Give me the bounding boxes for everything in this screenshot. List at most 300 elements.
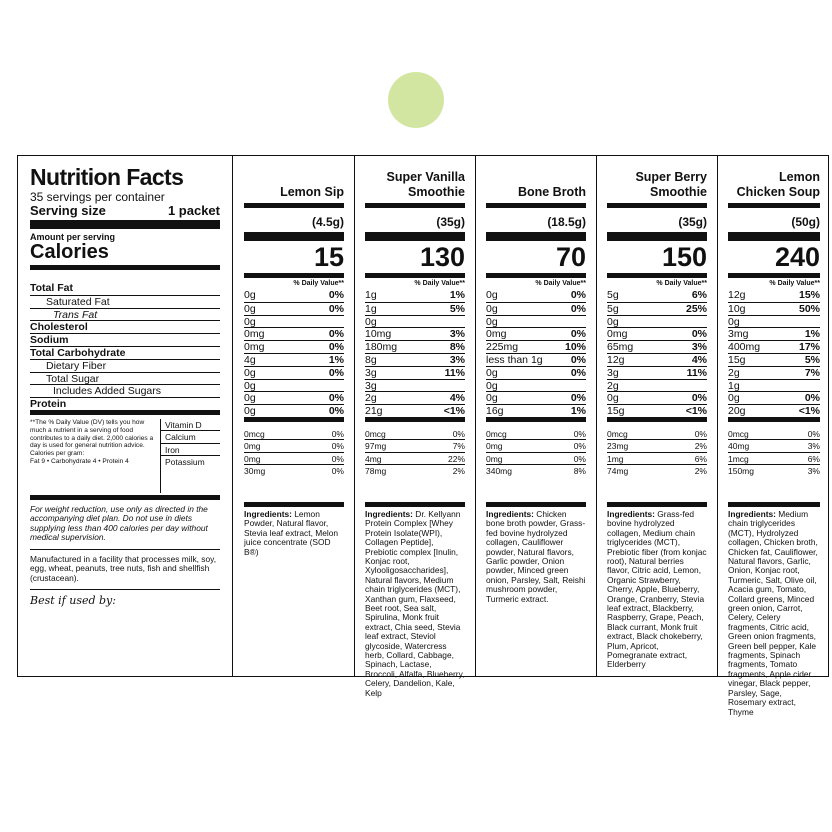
vitamin-labels — [160, 419, 220, 493]
ingredients — [607, 510, 707, 670]
nutrient-label-text: Total Sugar — [46, 372, 100, 385]
nutrient-row — [607, 404, 707, 417]
amount: 340mg — [486, 466, 512, 477]
nutrient-row — [244, 340, 344, 353]
dv-footnote — [30, 419, 160, 493]
amount: 0mg — [607, 328, 628, 341]
vitamin-block — [486, 426, 586, 500]
percent-dv: 1% — [804, 328, 820, 341]
amount: 0mg — [486, 453, 503, 464]
allergen-note: Manufactured in a facility that processes milk, soy, egg, wheat, peanuts, tree nuts, fish and shellfish (crustacean). — [30, 555, 220, 591]
amount: 12g — [607, 353, 625, 366]
amount: 1mg — [607, 453, 624, 464]
ingredients-text: Dr. Kellyann Protein Complex [Whey Protein Isolate(WPI), Collagen Peptide], Prebiotic complex [Inulin, Konjac root, Xylooligosaccharides], Natural flavors, Medium chain triglycerides (MCT), Xanthan gum, Flaxseed, Beet root, Sea salt, Spirulina, Monk fruit extract, Chia seed, Stevia leaf extract, Steviol glycoside, Watercress herb, Collard, Cabbage, Spinach, Lactase, Broccoli, Alfalfa, Blueberry, Celery, Dandelion, Kale, Kelp — [365, 508, 465, 698]
vitamin-block — [607, 426, 707, 500]
amount: 40mg — [728, 441, 750, 452]
nutrient-row — [244, 379, 344, 392]
product-name: Super Vanilla Smoothie — [386, 170, 465, 199]
amount: 0g — [244, 392, 256, 405]
nutrient-label — [30, 320, 220, 333]
vitamin-row — [365, 440, 465, 453]
percent-dv: 0% — [452, 428, 465, 439]
percent-dv: 22% — [447, 453, 465, 464]
nutrient-row — [244, 327, 344, 340]
nutrient-row — [728, 340, 820, 353]
nutrient-row — [486, 353, 586, 366]
percent-dv: 6% — [691, 289, 707, 301]
percent-dv: 1% — [570, 405, 586, 418]
percent-dv: 5% — [804, 353, 820, 366]
thick-rule — [244, 232, 344, 241]
nutrient-row — [365, 353, 465, 366]
nutrient-row — [486, 366, 586, 379]
vitamin-row — [244, 453, 344, 466]
percent-dv: 3% — [807, 466, 820, 477]
serving-size: (35g) — [436, 215, 465, 229]
thick-rule — [607, 232, 707, 241]
nutrient-row — [728, 404, 820, 417]
amount: 0g — [244, 379, 256, 392]
percent-dv: 11% — [686, 366, 707, 379]
nutrient-row — [607, 315, 707, 328]
percent-dv: 0% — [807, 428, 820, 439]
amount: 0g — [244, 289, 256, 301]
footer-rule — [607, 502, 707, 507]
serving-size-label: Serving size — [30, 203, 106, 218]
percent-dv: 0% — [328, 405, 344, 418]
nutrient-row — [728, 302, 820, 315]
vitamin-row — [728, 465, 820, 478]
vitamin-block — [365, 426, 465, 500]
amount: 0mcg — [728, 428, 749, 439]
amount: 3g — [365, 366, 377, 379]
nutrient-row — [365, 404, 465, 417]
weight-reduction-note: For weight reduction, use only as directed in the accompanying diet plan. Do not use in diets supplying less than 400 calories per day without medical supervision. — [30, 505, 220, 550]
amount: 78mg — [365, 466, 387, 477]
amount: 8g — [365, 353, 377, 366]
nutrient-row — [365, 366, 465, 379]
percent-dv: 3% — [691, 341, 707, 354]
nutrient-row — [244, 353, 344, 366]
label-column — [18, 156, 233, 676]
percent-dv: 3% — [449, 353, 465, 366]
percent-dv: 0% — [328, 341, 344, 354]
footer-rule — [728, 502, 820, 507]
amount: 21g — [365, 405, 383, 418]
amount: 97mg — [365, 441, 387, 452]
thick-rule — [728, 232, 820, 241]
amount: 0mg — [486, 328, 507, 341]
thick-rule — [365, 232, 465, 241]
best-if-used-by: Best if used by: — [30, 594, 116, 608]
nutrient-row — [607, 379, 707, 392]
vitamin-row — [244, 428, 344, 441]
ingredients-label: Ingredients: — [365, 508, 413, 519]
protein-rule — [607, 417, 707, 422]
amount: 225mg — [486, 341, 519, 354]
calories-value: 130 — [419, 242, 465, 272]
percent-dv: 0% — [331, 428, 344, 439]
nutrient-row — [244, 404, 344, 417]
dv-footnote-text: **The % Daily Value (DV) tells you how much a nutrient in a serving of food contributes to a daily diet. 2,000 calories a day is used for general nutrition advice. — [30, 418, 154, 450]
nutrient-row — [607, 340, 707, 353]
daily-value-header: % Daily Value** — [414, 280, 465, 287]
nutrient-row — [728, 315, 820, 328]
thin-rule — [365, 203, 465, 208]
nutrient-row — [244, 391, 344, 404]
nutrient-label — [30, 397, 220, 410]
percent-dv: 1% — [449, 289, 465, 301]
product-column — [597, 156, 718, 676]
percent-dv: 5% — [449, 302, 465, 315]
nutrient-row — [486, 327, 586, 340]
vitamin-row — [728, 428, 820, 441]
nutrient-row — [607, 302, 707, 315]
percent-dv: 0% — [573, 428, 586, 439]
amount: 5g — [607, 289, 619, 301]
amount: 0g — [486, 289, 498, 301]
amount: 0g — [486, 392, 498, 405]
vitamin-row — [486, 465, 586, 478]
daily-value-header: % Daily Value** — [769, 280, 820, 287]
amount: 0g — [486, 366, 498, 379]
calories-value: 15 — [313, 242, 344, 272]
footer-rule — [244, 502, 344, 507]
nutrient-row — [486, 404, 586, 417]
ingredients-text: Chicken bone broth powder, Grass-fed bovine hydrolyzed collagen, Cauliflower powder, Natural flavors, Garlic powder, Onion powder, Minced green onion, Parsley, Salt, Reishi mushroom powder, Turmeric extract. — [486, 508, 586, 604]
amount: 12g — [728, 289, 746, 301]
amount: 0mcg — [244, 428, 265, 439]
nutrient-label-text: Total Carbohydrate — [30, 346, 126, 359]
percent-dv: 0% — [570, 392, 586, 405]
vitamin-row — [244, 440, 344, 453]
percent-dv: <1% — [443, 405, 465, 418]
percent-dv: 7% — [452, 441, 465, 452]
percent-dv: 15% — [798, 289, 820, 301]
protein-rule — [365, 417, 465, 422]
percent-dv: 7% — [804, 366, 820, 379]
amount: less than 1g — [486, 353, 543, 366]
percent-dv: 10% — [564, 341, 586, 354]
vitamin-row — [365, 453, 465, 466]
amount: 0g — [486, 379, 498, 392]
percent-dv: 0% — [691, 392, 707, 405]
percent-dv: 0% — [328, 328, 344, 341]
nutrient-labels — [30, 282, 220, 410]
percent-dv: 0% — [570, 353, 586, 366]
percent-dv: 6% — [694, 453, 707, 464]
amount: 4g — [244, 353, 256, 366]
percent-dv: 0% — [331, 466, 344, 477]
nutrient-row — [728, 391, 820, 404]
amount: 0mcg — [365, 428, 386, 439]
percent-dv: 2% — [694, 441, 707, 452]
amount: 65mg — [607, 341, 634, 354]
nutrient-row — [728, 327, 820, 340]
nutrient-label-text: Includes Added Sugars — [53, 385, 161, 398]
serving-size: (50g) — [791, 215, 820, 229]
percent-dv: 6% — [807, 453, 820, 464]
product-column — [718, 156, 830, 717]
amount: 150mg — [728, 466, 754, 477]
serving-size: (18.5g) — [547, 215, 586, 229]
amount: 2g — [728, 366, 740, 379]
percent-dv: 0% — [570, 328, 586, 341]
nutrient-row — [244, 302, 344, 315]
serving-size-value: 1 packet — [167, 203, 220, 218]
nutrient-row — [365, 289, 465, 302]
amount: 15g — [728, 353, 746, 366]
nutrient-row — [607, 289, 707, 302]
nutrient-row — [486, 340, 586, 353]
product-name: Lemon Sip — [280, 185, 344, 199]
calories-per-gram-label: Calories per gram: — [30, 450, 85, 458]
amount: 0g — [607, 315, 619, 328]
protein-rule — [244, 417, 344, 422]
ingredients-text: Lemon Powder, Natural flavor, Stevia leaf extract, Melon juice concentrate (SOD B®) — [244, 508, 339, 557]
percent-dv: 3% — [449, 328, 465, 341]
amount: 4mg — [365, 453, 382, 464]
vitamin-row — [365, 428, 465, 441]
nutrient-label-text: Sodium — [30, 334, 69, 347]
amount: 0mcg — [486, 428, 507, 439]
thin-rule — [486, 203, 586, 208]
vitamin-label: Potassium — [165, 457, 205, 468]
amount: 3mg — [728, 328, 749, 341]
nutrient-row — [728, 353, 820, 366]
ingredients-label: Ingredients: — [607, 508, 655, 519]
percent-dv: 0% — [328, 302, 344, 315]
product-name: Lemon Chicken Soup — [736, 170, 820, 199]
percent-dv: 2% — [452, 466, 465, 477]
calories-value: 70 — [555, 242, 586, 272]
nutrient-label-text: Total Fat — [30, 282, 73, 294]
serving-size: (4.5g) — [311, 215, 344, 229]
serving-size: (35g) — [678, 215, 707, 229]
percent-dv: 50% — [798, 302, 820, 315]
nutrient-row — [244, 366, 344, 379]
vitamin-row — [607, 465, 707, 478]
percent-dv: 17% — [798, 341, 820, 354]
amount: 0g — [365, 315, 377, 328]
amount: 0mcg — [607, 428, 628, 439]
nutrient-row — [365, 379, 465, 392]
amount: 0mg — [486, 441, 503, 452]
nutrient-label — [30, 384, 220, 397]
amount: 0mg — [244, 328, 265, 341]
product-column — [234, 156, 355, 676]
amount: 0g — [486, 315, 498, 328]
percent-dv: 0% — [570, 289, 586, 301]
nutrient-row — [607, 327, 707, 340]
nutrient-row — [365, 391, 465, 404]
nutrient-row — [244, 289, 344, 302]
product-name: Bone Broth — [517, 185, 586, 199]
percent-dv: 4% — [691, 353, 707, 366]
amount: 2g — [607, 379, 619, 392]
amount: 180mg — [365, 341, 398, 354]
thick-rule — [30, 220, 220, 229]
vitamin-row — [486, 453, 586, 466]
nutrient-label — [30, 346, 220, 359]
nutrient-row — [365, 327, 465, 340]
nutrient-label-text: Trans Fat — [53, 308, 98, 321]
percent-dv: 3% — [807, 441, 820, 452]
calories-value: 240 — [774, 242, 820, 272]
nutrient-row — [365, 315, 465, 328]
percent-dv: <1% — [798, 405, 820, 418]
footer-rule — [30, 495, 220, 500]
thin-rule — [728, 203, 820, 208]
ingredients — [486, 510, 586, 604]
percent-dv: 25% — [685, 302, 707, 315]
footer-rule — [486, 502, 586, 507]
percent-dv: 0% — [573, 441, 586, 452]
protein-rule — [486, 417, 586, 422]
nutrient-row — [486, 315, 586, 328]
amount: 1g — [365, 302, 377, 315]
nutrient-row — [486, 302, 586, 315]
vitamin-row — [607, 440, 707, 453]
amount: 3g — [607, 366, 619, 379]
amount: 0mg — [244, 441, 261, 452]
amount-per-serving: Amount per serving — [30, 232, 116, 242]
percent-dv: 0% — [328, 366, 344, 379]
amount: 2g — [365, 392, 377, 405]
nutrient-row — [607, 391, 707, 404]
servings-per-container: 35 servings per container — [30, 190, 165, 204]
nutrient-row — [607, 353, 707, 366]
vitamin-label: Iron — [161, 444, 220, 457]
ingredients — [728, 510, 820, 717]
nutrient-label — [30, 333, 220, 346]
protein-rule — [728, 417, 820, 422]
ingredients — [365, 510, 465, 698]
vitamin-row — [365, 465, 465, 478]
nutrient-label-text: Protein — [30, 398, 67, 411]
amount: 3g — [365, 379, 377, 392]
amount: 1g — [728, 379, 740, 392]
percent-dv: 8% — [449, 341, 465, 354]
amount: 5g — [607, 302, 619, 315]
nutrition-facts-title: Nutrition Facts — [30, 164, 184, 190]
percent-dv: 0% — [573, 453, 586, 464]
percent-dv: <1% — [685, 405, 707, 418]
vitamin-row — [607, 428, 707, 441]
percent-dv: 0% — [570, 366, 586, 379]
footnote-block — [30, 419, 220, 493]
vitamin-row — [486, 440, 586, 453]
amount: 0g — [244, 366, 256, 379]
thin-rule — [244, 203, 344, 208]
percent-dv: 0% — [694, 428, 707, 439]
amount: 0g — [244, 302, 256, 315]
amount: 30mg — [244, 466, 266, 477]
amount: 10g — [728, 302, 746, 315]
percent-dv: 1% — [328, 353, 344, 366]
ingredients-text: Medium chain triglycerides (MCT), Hydrolyzed collagen, Chicken broth, Chicken fat, Cauliflower, Natural flavors, Garlic, Onion, Konjac root, Turmeric, Salt, Olive oil, Acacia gum, Tomato, Collard greens, Minced green onion, Carrot, Celery, Celery fragments, Citric acid, Green onion fragments, Green bell pepper, Kale fragments, Spinach fragments, Tomato fragments, Apple cider vinegar, Black pepper, Parsley, Sage, Rosemary extract, Thyme — [728, 508, 818, 717]
nutrient-row — [244, 315, 344, 328]
percent-dv: 0% — [804, 392, 820, 405]
amount: 400mg — [728, 341, 761, 354]
percent-dv: 11% — [444, 366, 465, 379]
percent-dv: 0% — [328, 392, 344, 405]
amount: 0g — [244, 315, 256, 328]
percent-dv: 2% — [694, 466, 707, 477]
nutrient-label — [30, 282, 220, 295]
vitamin-row — [244, 465, 344, 478]
percent-dv: 4% — [449, 392, 465, 405]
amount: 0mg — [244, 453, 261, 464]
nutrient-label-text: Saturated Fat — [46, 295, 110, 308]
amount: 1mcg — [728, 453, 749, 464]
amount: 0g — [244, 405, 256, 418]
percent-dv: 0% — [331, 453, 344, 464]
nutrient-row — [728, 379, 820, 392]
amount: 23mg — [607, 441, 629, 452]
amount: 10mg — [365, 328, 392, 341]
percent-dv: 0% — [331, 441, 344, 452]
product-column — [476, 156, 597, 676]
nutrient-label — [30, 308, 220, 321]
percent-dv: 0% — [691, 328, 707, 341]
amount: 0g — [728, 315, 740, 328]
vitamin-row — [486, 428, 586, 441]
footer-rule — [365, 502, 465, 507]
thick-rule — [486, 232, 586, 241]
vitamin-block — [728, 426, 820, 500]
nutrient-row — [728, 366, 820, 379]
calories-value: 150 — [661, 242, 707, 272]
nutrition-panel — [17, 155, 829, 717]
percent-dv: 0% — [328, 289, 344, 301]
daily-value-header: % Daily Value** — [535, 280, 586, 287]
serving-size-row — [30, 204, 220, 218]
nutrient-label — [30, 372, 220, 385]
nutrient-row — [607, 366, 707, 379]
percent-dv: 0% — [570, 302, 586, 315]
product-column — [355, 156, 476, 698]
nutrient-row — [486, 289, 586, 302]
daily-value-header: % Daily Value** — [293, 280, 344, 287]
amount: 74mg — [607, 466, 629, 477]
ingredients-label: Ingredients: — [486, 508, 534, 519]
amount: 0g — [486, 302, 498, 315]
nutrient-row — [365, 302, 465, 315]
amount: 15g — [607, 405, 625, 418]
product-name: Super Berry Smoothie — [635, 170, 707, 199]
calories-per-gram: Fat 9 • Carbohydrate 4 • Protein 4 — [30, 457, 129, 465]
nutrient-row — [486, 391, 586, 404]
nutrient-row — [486, 379, 586, 392]
nutrient-label — [30, 359, 220, 372]
amount: 0g — [607, 392, 619, 405]
amount: 1g — [365, 289, 377, 301]
ingredients-label: Ingredients: — [244, 508, 292, 519]
nutrient-label-text: Cholesterol — [30, 321, 88, 334]
nutrient-label-text: Dietary Fiber — [46, 359, 107, 372]
nutrient-label — [30, 295, 220, 308]
vitamin-label: Vitamin D — [161, 419, 220, 432]
thin-rule — [607, 203, 707, 208]
amount: 0g — [728, 392, 740, 405]
amount: 0mg — [244, 341, 265, 354]
accent-dot — [388, 72, 444, 128]
amount: 20g — [728, 405, 746, 418]
nutrient-row — [365, 340, 465, 353]
amount: 16g — [486, 405, 504, 418]
calories-label: Calories — [30, 241, 109, 263]
